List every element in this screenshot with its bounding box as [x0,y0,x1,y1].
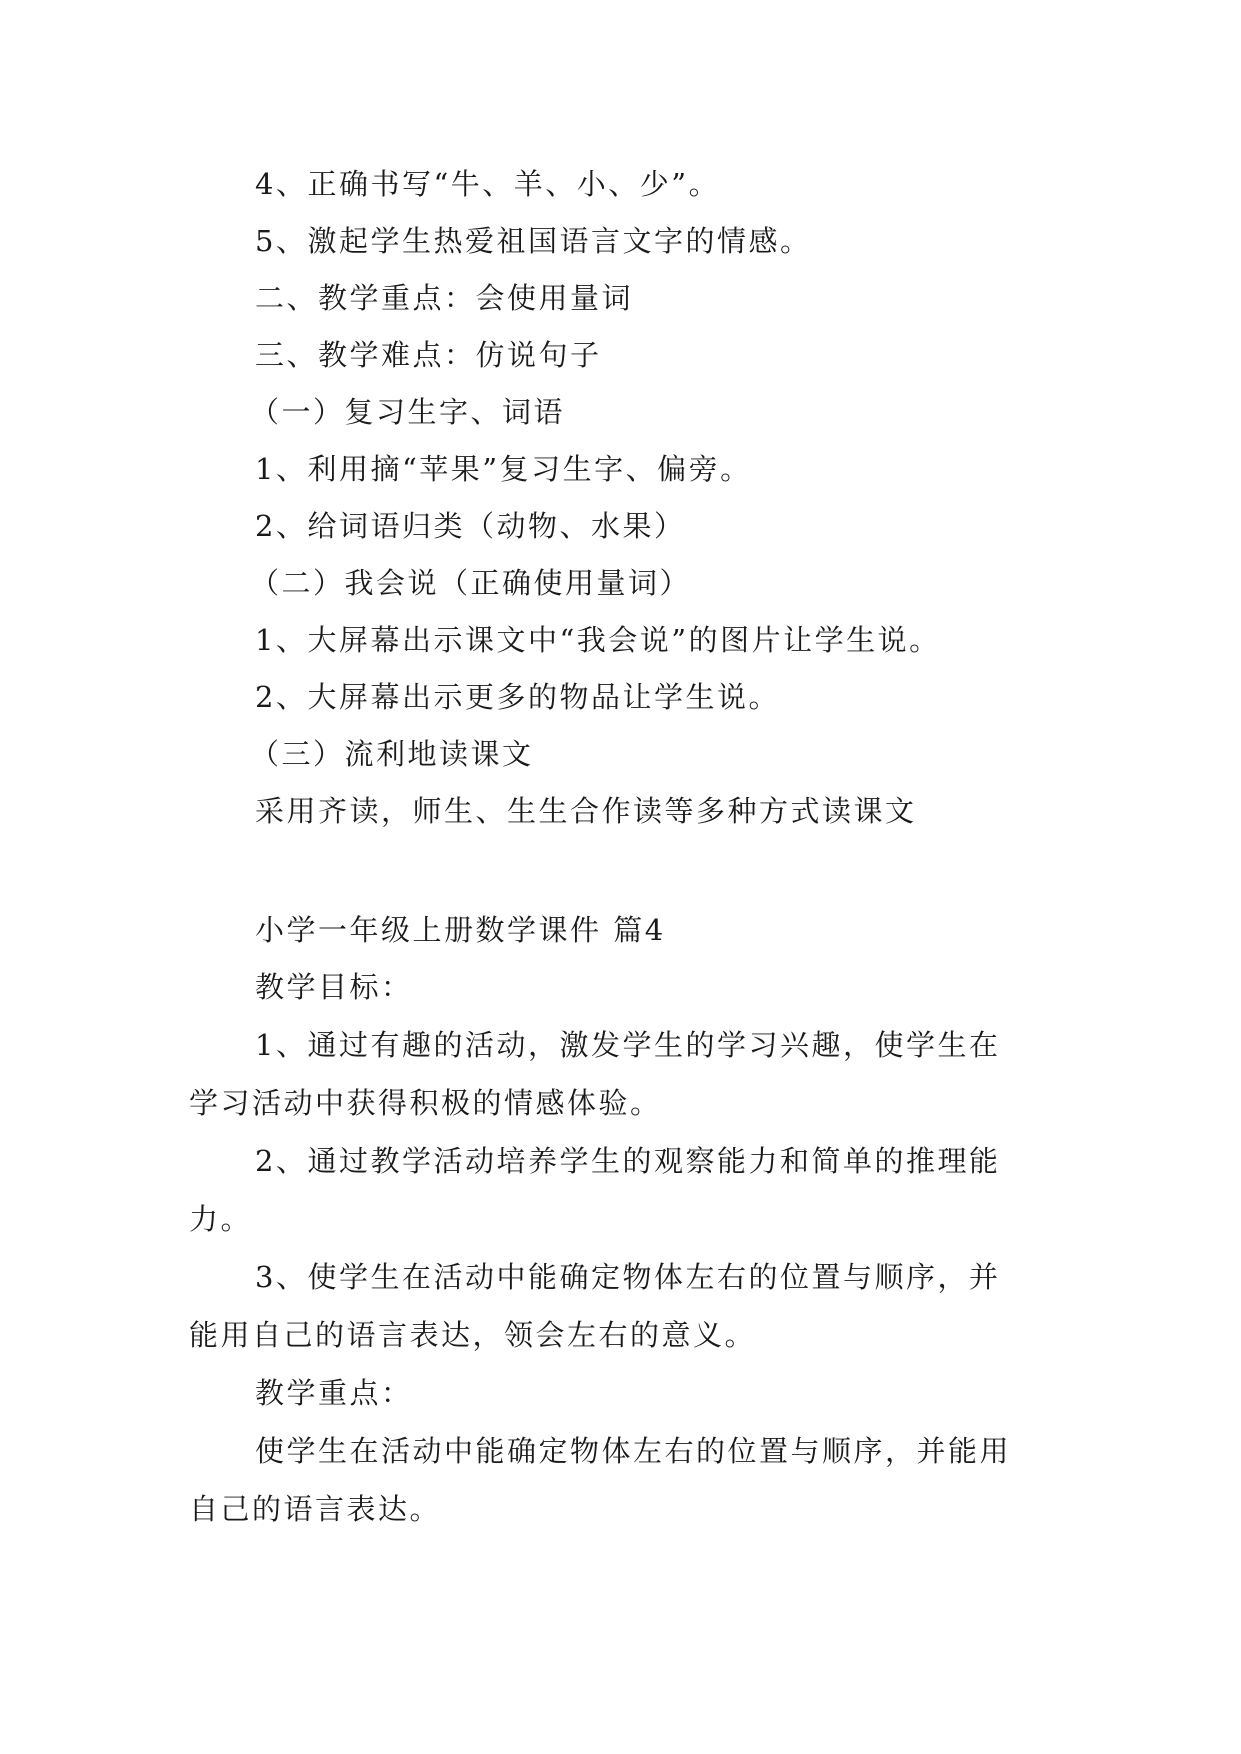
focus-line: 使学生在活动中能确定物体左右的位置与顺序，并能用 [255,1434,1012,1468]
text-line: 1、利用摘“苹果”复习生字、偏旁。 [255,452,752,486]
goal-line: 学习活动中获得积极的情感体验。 [189,1086,662,1120]
text-line: 4、正确书写“牛、羊、小、少”。 [255,167,721,201]
focus-line: 自己的语言表达。 [189,1492,442,1526]
text-line: 5、激起学生热爱祖国语言文字的情感。 [255,224,812,258]
text-line: 采用齐读，师生、生生合作读等多种方式读课文 [255,794,917,828]
goal-line: 力。 [189,1202,253,1236]
text-line: （二）我会说（正确使用量词） [250,566,692,600]
text-line: （一）复习生字、词语 [250,395,566,429]
text-line: （三）流利地读课文 [250,737,534,771]
section-heading: 小学一年级上册数学课件 篇4 [255,913,666,947]
goal-line: 能用自己的语言表达，领会左右的意义。 [189,1318,757,1352]
goal-line: 2、通过教学活动培养学生的观察能力和简单的推理能 [255,1144,1001,1178]
text-line: 三、教学难点：仿说句子 [255,338,602,372]
goals-label: 教学目标： [255,970,413,1004]
text-line: 2、大屏幕出示更多的物品让学生说。 [255,680,780,714]
goal-line: 1、通过有趣的活动，激发学生的学习兴趣，使学生在 [255,1028,1001,1062]
text-line: 1、大屏幕出示课文中“我会说”的图片让学生说。 [255,623,941,657]
focus-label: 教学重点： [255,1376,413,1410]
text-line: 二、教学重点：会使用量词 [255,281,634,315]
text-line: 2、给词语归类（动物、水果） [255,509,686,543]
goal-line: 3、使学生在活动中能确定物体左右的位置与顺序，并 [255,1260,1001,1294]
